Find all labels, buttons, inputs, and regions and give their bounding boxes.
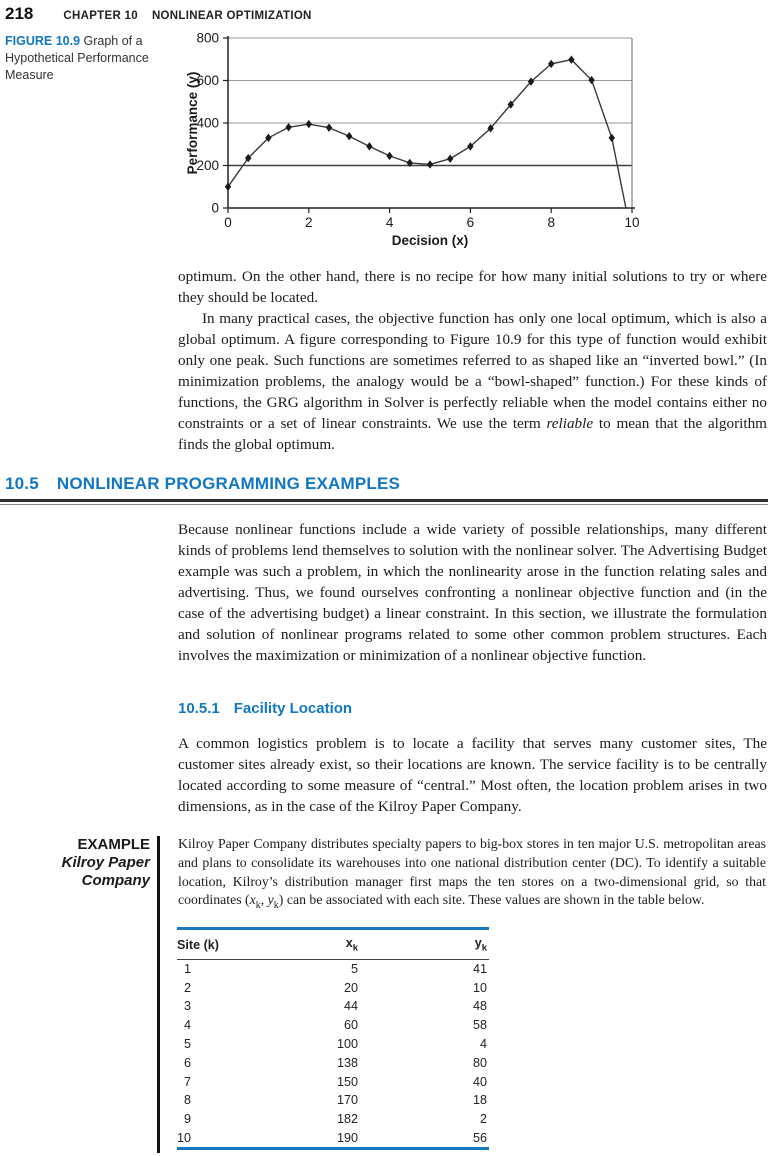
svg-text:800: 800 <box>196 30 219 46</box>
example-name-line1: Kilroy Paper <box>61 854 150 871</box>
yk-cell: 41 <box>472 961 487 976</box>
subsection-heading <box>178 700 352 717</box>
svg-text:Performance (y): Performance (y) <box>185 71 200 175</box>
table-row <box>177 1053 489 1072</box>
svg-text:200: 200 <box>196 158 219 173</box>
xk-cell: 44 <box>343 999 358 1014</box>
yk-cell: 56 <box>472 1130 487 1145</box>
header-x-base: x <box>345 936 353 950</box>
xk-cell: 182 <box>336 1112 358 1127</box>
page-number: 218 <box>5 4 34 23</box>
performance-chart <box>183 28 673 256</box>
table-row <box>177 1016 489 1035</box>
chapter-label: CHAPTER 10 <box>63 10 138 22</box>
yk-cell: 48 <box>472 999 487 1014</box>
table-row <box>177 1091 489 1110</box>
xk-cell: 138 <box>336 1055 358 1070</box>
paragraph-text: to mean that the algorithm finds the global optimum. <box>178 415 767 453</box>
site-cell: 6 <box>183 1055 191 1070</box>
svg-text:Decision (x): Decision (x) <box>391 233 469 248</box>
svg-text:2: 2 <box>305 215 313 230</box>
table-row <box>177 997 489 1016</box>
header-xk <box>267 929 358 960</box>
italic-term: reliable <box>546 415 594 432</box>
svg-text:6: 6 <box>466 215 475 230</box>
figure-caption-text: Graph of a Hypothetical Performance Measure <box>5 34 149 82</box>
yk-cell: 10 <box>472 980 487 995</box>
xk-cell: 170 <box>336 1093 358 1108</box>
svg-text:400: 400 <box>196 115 219 131</box>
table-row <box>177 959 489 978</box>
svg-text:0: 0 <box>211 200 219 216</box>
site-cell: 2 <box>183 980 191 995</box>
site-cell: 9 <box>183 1112 191 1127</box>
site-cell: 10 <box>177 1130 192 1145</box>
figure-caption <box>5 33 173 84</box>
section-heading <box>5 474 763 494</box>
example-sidebar <box>0 836 150 890</box>
table-row <box>177 1072 489 1091</box>
section-number: 10.5 <box>5 474 39 493</box>
yk-cell: 40 <box>472 1074 487 1089</box>
yk-cell: 18 <box>472 1093 487 1108</box>
paragraph-continuation: optimum. On the other hand, there is no recipe for how many initial solutions to try or where they should be located. <box>178 268 767 306</box>
yk-cell: 4 <box>479 1037 487 1052</box>
var-x: x <box>249 892 256 908</box>
body-text-block-3 <box>178 733 767 817</box>
xk-cell: 190 <box>336 1130 358 1145</box>
header-yk <box>358 929 489 960</box>
yk-cell: 80 <box>472 1055 487 1070</box>
svg-text:10: 10 <box>624 215 640 230</box>
table-row <box>177 1110 489 1129</box>
xk-cell: 5 <box>350 961 358 976</box>
xk-cell: 20 <box>343 980 358 995</box>
svg-text:0: 0 <box>224 215 232 230</box>
var-y: y <box>267 892 274 908</box>
header-x-sub: k <box>352 942 358 954</box>
site-cell: 5 <box>183 1037 191 1052</box>
svg-text:600: 600 <box>196 73 219 88</box>
section-rule <box>0 499 768 505</box>
xk-cell: 150 <box>336 1074 358 1089</box>
example-label: EXAMPLE <box>77 836 150 853</box>
header-y-sub: k <box>481 942 487 954</box>
site-cell: 4 <box>183 1018 191 1033</box>
paragraph-text: In many practical cases, the objective function has only one local optimum, which is also a global optimum. A figure corresponding to Figure 10.9 for this type of function would exhibit only one peak. Such functions are sometimes referred to as shaped like an “inverted bowl.” (In minimization problems, the analogy would be a “bowl-shaped” function.) For these kinds of functions, the GRG algorithm in Solver is perfectly reliable when the model contains either no constraints or a set of linear constraints. We use the term <box>178 310 767 432</box>
yk-cell: 58 <box>472 1018 487 1033</box>
xk-cell: 100 <box>336 1037 358 1052</box>
table-header-row <box>177 929 489 960</box>
site-cell: 1 <box>183 961 191 976</box>
chapter-title: NONLINEAR OPTIMIZATION <box>151 10 312 22</box>
header-site: Site (k) <box>177 929 267 960</box>
site-cell: 8 <box>183 1093 191 1108</box>
svg-text:4: 4 <box>385 215 394 230</box>
table-row <box>177 978 489 997</box>
subscript-k: k <box>273 900 279 912</box>
table-row <box>177 1035 489 1054</box>
body-text-block-1 <box>178 266 767 455</box>
svg-text:8: 8 <box>547 215 555 230</box>
site-cell: 7 <box>183 1074 191 1089</box>
xk-cell: 60 <box>343 1018 358 1033</box>
paragraph-section-intro: Because nonlinear functions include a wide variety of possible relationships, many different kinds of problems lend themselves to solution with the nonlinear solver. The Advertising Budget example was such a problem, in which the nonlinearity arose in the function relating sales and advertising. Thus, we found ourselves confronting a nonlinear objective function and (in the case of the advertising budget) a linear constraint. In this section, we illustrate the formulation and solution of nonlinear programs related to some other common problem structures. Each involves the maximization or minimization of a nonlinear objective function. <box>178 521 767 664</box>
example-text: ) can be associated with each site. These values are shown in the table below. <box>278 892 705 908</box>
page-header <box>5 4 312 24</box>
body-text-block-2 <box>178 519 767 666</box>
figure-label: FIGURE 10.9 <box>5 34 81 48</box>
paragraph-subsection-intro: A common logistics problem is to locate a facility that serves many customer sites, The customer sites already exist, so their locations are known. The service facility is to be centrally located according to some measure of “central.” Most often, the location problem arises in two dimensions, as in the case of the Kilroy Paper Company. <box>178 735 767 815</box>
example-name-line2: Company <box>81 872 150 889</box>
site-coordinates-table <box>177 927 489 1150</box>
example-text: , <box>260 892 268 908</box>
subscript-k: k <box>255 900 261 912</box>
paragraph-local-optimum <box>178 308 767 455</box>
table-row <box>177 1129 489 1149</box>
section-title: NONLINEAR PROGRAMMING EXAMPLES <box>56 474 401 493</box>
header-y-base: y <box>474 936 482 950</box>
subsection-number: 10.5.1 <box>178 700 220 717</box>
example-body <box>178 835 766 916</box>
example-vertical-rule <box>157 836 160 1153</box>
example-text: Kilroy Paper Company distributes specialty papers to big-box stores in ten major U.S. metropolitan areas and plans to consolidate its warehouses into one national distribution center (DC). To identify a suitable location, Kilroy’s distribution manager first maps the ten stores on a two-dimensional grid, so that coordinates ( <box>178 836 766 908</box>
subsection-title: Facility Location <box>233 700 353 717</box>
site-cell: 3 <box>183 999 191 1014</box>
yk-cell: 2 <box>479 1112 487 1127</box>
